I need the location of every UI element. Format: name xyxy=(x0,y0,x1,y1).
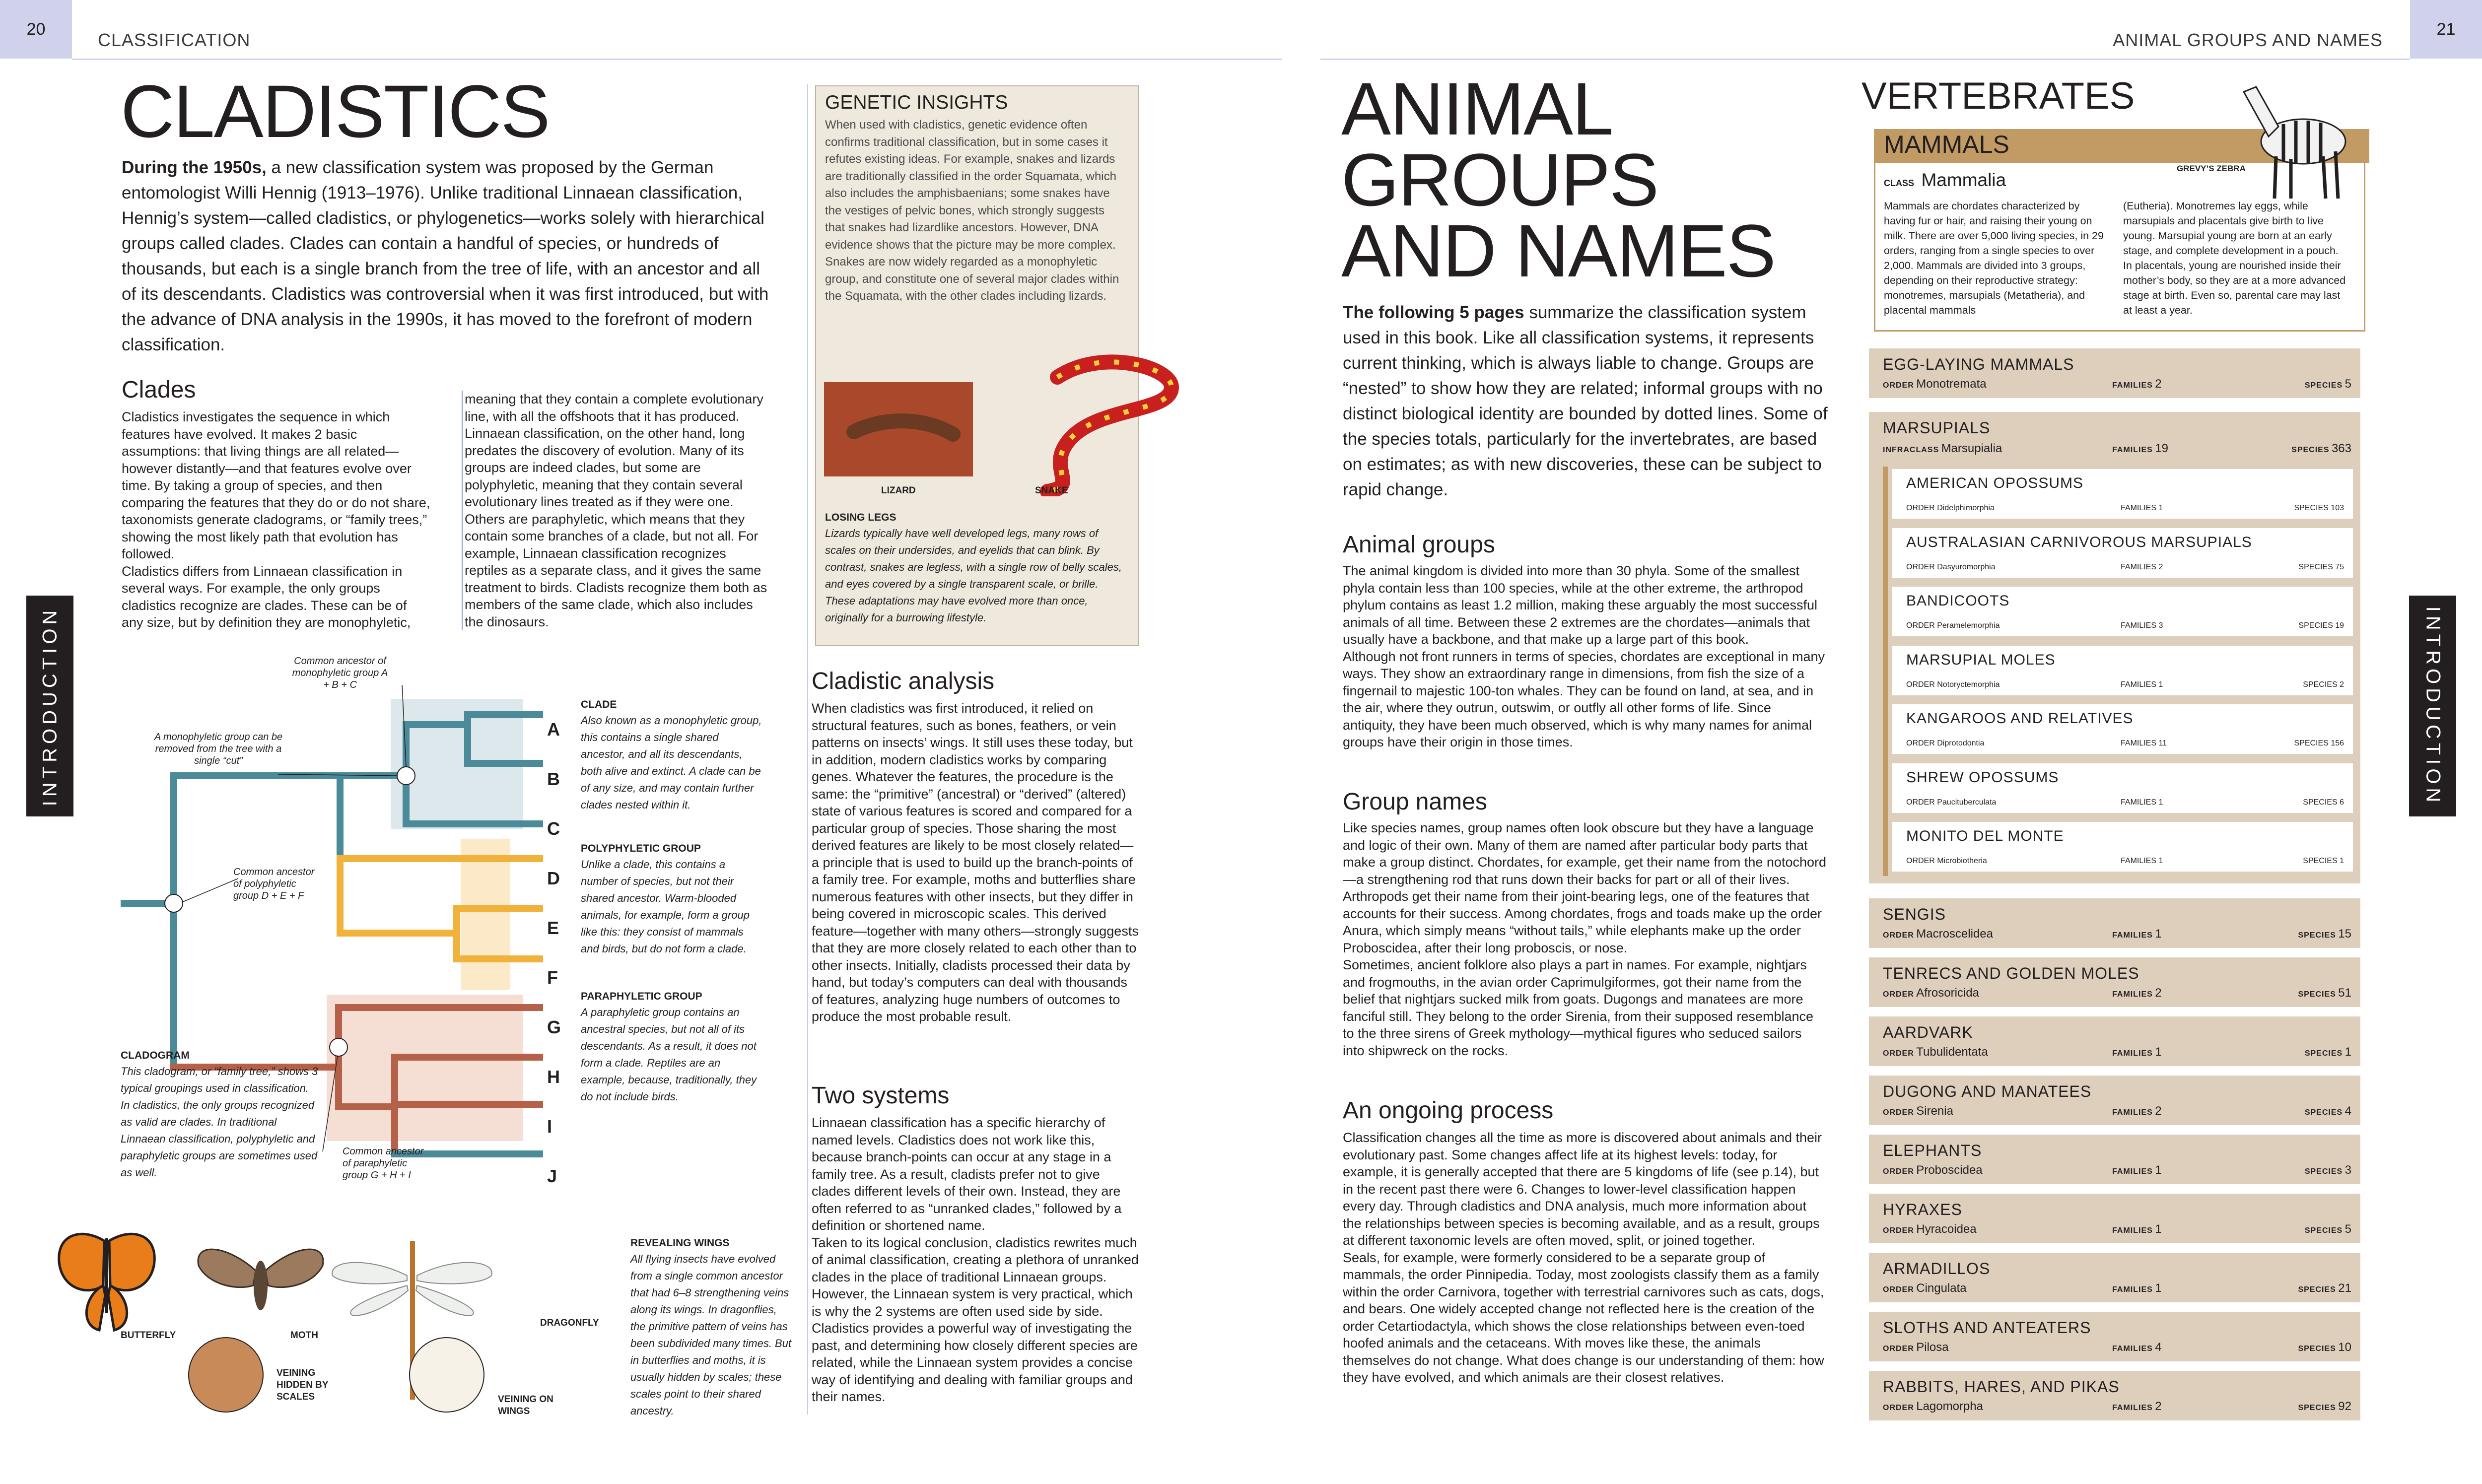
order-row-american-opossums xyxy=(1892,469,2353,519)
order-families: FAMILIES 2 xyxy=(2112,1104,2162,1118)
order-species: SPECIES 5 xyxy=(2304,1222,2351,1236)
leaf-e: E xyxy=(547,918,559,938)
order-species: SPECIES 51 xyxy=(2298,986,2351,1000)
order-families: FAMILIES 1 xyxy=(2112,1282,2162,1295)
butterfly-label: BUTTERFLY xyxy=(121,1330,176,1341)
header-rule-right xyxy=(1320,59,2410,60)
order-taxon: ORDER Hyracoidea xyxy=(1883,1222,1977,1236)
leaf-b: B xyxy=(547,769,560,789)
order-species: SPECIES 2 xyxy=(2303,680,2344,689)
order-taxon: ORDER Didelphimorphia xyxy=(1906,504,1995,512)
order-species: SPECIES 75 xyxy=(2298,562,2344,571)
leaf-h: H xyxy=(547,1067,560,1087)
veining-on-label: VEINING ON WINGS xyxy=(498,1394,553,1417)
order-taxon: ORDER Dasyuromorphia xyxy=(1906,562,1996,571)
order-row-sloths-and-anteaters xyxy=(1869,1312,2360,1361)
animal-groups-title: ANIMAL GROUPS AND NAMES xyxy=(1341,67,1775,292)
order-row-shrew-opossums xyxy=(1892,763,2353,813)
order-name: AUSTRALASIAN CARNIVOROUS MARSUPIALS xyxy=(1906,534,2252,550)
order-species: SPECIES 21 xyxy=(2298,1282,2351,1295)
cladistics-intro: During the 1950s, a new classification system was proposed by the German entomologist Willi Hennig (1913–1976). Unlike traditional Linnaean classification, Hennig’s system—called cladistics, or phylogenetics—works solely with hierarchical groups called clades. Clades can contain a handful of species, or hundreds of thousands, but each is a single branch from the tree of life, with an ancestor and all of its descendants. Cladistics was controversial when it was first introduced, but with the advance of DNA analysis in the 1990s, it has moved to the forefront of modern classification. xyxy=(122,158,769,354)
order-taxon: ORDER Lagomorpha xyxy=(1883,1400,1983,1413)
row-marsupials: MARSUPIALS INFRACLASS Marsupialia FAMILIES 19 SPECIES 363 xyxy=(1869,412,2360,883)
veins-closeup xyxy=(410,1338,484,1412)
page-number-right: 21 xyxy=(2410,0,2482,59)
order-families: FAMILIES 1 xyxy=(2121,798,2163,807)
order-name: AARDVARK xyxy=(1883,1023,1973,1041)
group-names-text: Like species names, group names often look obscure but they have a language and logic of their own. Many of them are named after particular body parts that make a group distinct. Chordates, for example, get their name from the notochord—a strengthening rod that runs down their backs for part or all of their lives. Arthropods get their name from their joint-bearing legs, one of the features that accounts for their success. Among chordates, frogs and toads make up the order Anura, which simply means “without tails,” while elephants make up the order Proboscidea, after their long proboscis, or nose. Sometimes, ancient folklore also plays a part in names. For example, nightjars and frogmouths, in the avian order Caprimulgiformes, got their name from the belief that nightjars sucked milk from goats. Dugongs and manatees are more fanciful still. They belong to the order Sirenia, from their supposed resemblance to the three sirens of Greek mythology—mythical figures who seduced sailors into shipwreck on the rocks. xyxy=(1343,820,1827,1058)
order-species: SPECIES 6 xyxy=(2303,798,2344,807)
order-row-marsupial-moles xyxy=(1892,646,2353,695)
order-name: DUGONG AND MANATEES xyxy=(1883,1082,2092,1100)
clades-text-col1: Cladistics investigates the sequence in which features have evolved. It makes 2 basic assumptions: that living things are all related—however distantly—and that features evolve over time. By taking a group of species, and then comparing the features that they do or do not share, taxonomists generate cladograms, or “family trees,” showing the most likely path that evolution has followed. Cladistics differs from Linnaean classification in several ways. For example, the only groups cladistics recognize are clades. These can be of any size, but by definition they are monophyletic, xyxy=(122,409,430,630)
genetic-insights-title: GENETIC INSIGHTS xyxy=(825,92,1008,113)
order-taxon: ORDER Sirenia xyxy=(1883,1104,1953,1118)
dragonfly-label: DRAGONFLY xyxy=(540,1318,599,1328)
zebra-label: GREVY’S ZEBRA xyxy=(2177,164,2246,173)
scales-closeup xyxy=(189,1338,263,1412)
order-taxon: ORDER Microbiotheria xyxy=(1906,857,1987,865)
cladogram-caption: CLADOGRAM This cladogram, or “family tree,” shows 3 typical groupings used in classification. In cladistics, the only groups recognized as valid are clades. In traditional Linnaean classification, polyphyletic and paraphyletic groups are sometimes used as well. xyxy=(121,1050,318,1179)
cladistics-title: CLADISTICS xyxy=(121,69,550,153)
animal-groups-heading: Animal groups xyxy=(1343,532,1495,558)
order-row-elephants xyxy=(1869,1135,2360,1184)
cladistic-analysis-text: When cladistics was first introduced, it relied on structural features, such as bones, feathers, or vein patterns on insects’ wings. It still uses these today, but in addition, modern cladistics works by comparing genes. Whatever the features, the procedure is the same: the “primitive” (ancestral) or “derived” (altered) state of various features is scored and compared for a particular group of species. Those sharing the most derived features are likely to be most closely related—a principle that is used to build up the branch-points of a family tree. For example, moths and butterflies share numerous features with other insects, but they differ in being covered in microscopic scales. This derived feature—together with many others—strongly suggests that they are more closely related to each other than to other insects. Initially, cladists processed their data by hand, but today’s computers can deal with thousands of features, analyzing huge numbers of outcomes to produce the most probable result. xyxy=(812,701,1139,1024)
running-head-right: ANIMAL GROUPS AND NAMES xyxy=(2113,30,2383,50)
order-families: FAMILIES 1 xyxy=(2112,1222,2162,1236)
order-row-rabbits-hares-and-pikas xyxy=(1869,1371,2360,1420)
order-taxon: ORDER Tubulidentata xyxy=(1883,1045,1988,1059)
order-taxon: ORDER Cingulata xyxy=(1883,1282,1967,1295)
order-species: SPECIES 10 xyxy=(2298,1341,2351,1354)
section-tab-left: INTRODUCTION xyxy=(26,596,73,816)
animal-groups-intro: The following 5 pages summarize the classification system used in this book. Like all classification systems, it represents current thinking, which is always liable to change. Groups are “nested” to show how they are related; informal groups with no distinct biological identity are bounded by dotted lines. Some of the species totals, particularly for the invertebrates, are based on estimates; as with new discoveries, these can be subject to rapid change. xyxy=(1343,303,1828,499)
leaf-j: J xyxy=(547,1166,557,1186)
section-tab-right: INTRODUCTION xyxy=(2409,596,2456,816)
ongoing-process-heading: An ongoing process xyxy=(1343,1097,1554,1124)
ancestor-node-ghi xyxy=(330,1038,347,1056)
order-taxon: ORDER Paucituberculata xyxy=(1906,798,1997,807)
order-name: BANDICOOTS xyxy=(1906,593,2010,609)
order-species: SPECIES 3 xyxy=(2304,1163,2351,1177)
ancestor-node-abc xyxy=(397,767,415,785)
leader-poly xyxy=(182,878,238,902)
moth-label: MOTH xyxy=(290,1330,318,1341)
order-families: FAMILIES 1 xyxy=(2112,1163,2162,1177)
order-species: SPECIES 19 xyxy=(2298,621,2344,630)
order-name: MARSUPIAL MOLES xyxy=(1906,651,2056,668)
order-name: MONITO DEL MONTE xyxy=(1906,828,2064,844)
animal-groups-text: The animal kingdom is divided into more than 30 phyla. Some of the smallest phyla contain less than 100 species, while at the other extreme, the arthropod phylum contains as least 1.2 million, making these arguably the most successful animals of all time. Between these 2 extremes are the chordates—animals that usually have a backbone, and that make up a large part of this book. Although not front runners in terms of species, chordates are exceptional in many ways. They show an extraordinary range in dimensions, from fish the size of a fingernail to majestic 100-ton whales. They can be found on land, at sea, and in the air, where they outrun, outswim, or outfly all other forms of life. Since antiquity, they have been much observed, which is why many names for animal groups have their origin in those times. xyxy=(1343,563,1825,749)
zebra-illustration xyxy=(2229,77,2368,201)
order-taxon: ORDER Peramelemorphia xyxy=(1906,621,2000,630)
order-row-dugong-and-manatees xyxy=(1869,1076,2360,1125)
order-taxon: ORDER Pilosa xyxy=(1883,1341,1949,1354)
order-name: ELEPHANTS xyxy=(1883,1142,1982,1159)
order-taxon: ORDER Afrosoricida xyxy=(1883,986,1979,1000)
class-line: CLASS Mammalia xyxy=(1884,170,2006,190)
order-row-armadillos xyxy=(1869,1253,2360,1302)
snake-label: SNAKE xyxy=(1035,485,1068,496)
order-families: FAMILIES 1 xyxy=(2121,504,2163,512)
order-species: SPECIES 4 xyxy=(2304,1104,2351,1118)
order-families: FAMILIES 1 xyxy=(2112,1045,2162,1059)
leaf-d: D xyxy=(547,868,560,888)
order-species: SPECIES 1 xyxy=(2303,857,2344,865)
clade-caption: CLADE Also known as a monophyletic group, this contains a single shared ancestor, and all its descendants, both alive and extinct. A clade can be of any size, and may contain further clades nested within it. xyxy=(581,699,762,811)
order-families: FAMILIES 3 xyxy=(2121,621,2163,630)
order-row-sengis xyxy=(1869,898,2360,948)
order-families: FAMILIES 1 xyxy=(2112,927,2162,941)
leaf-c: C xyxy=(547,818,560,839)
order-families: FAMILIES 11 xyxy=(2121,739,2167,747)
paraphyletic-caption: PARAPHYLETIC GROUP A paraphyletic group contains an ancestral species, but not all of its descendants. As a result, it does not form a clade. Reptiles are an example, because, traditionally, they do not include birds. xyxy=(581,991,757,1103)
ongoing-process-text: Classification changes all the time as more is discovered about animals and their evolutionary past. Some changes affect life at its highest levels: today, for example, it is generally accepted that there are 5 kingdoms of life (see p.14), but in the recent past there were 6. Changes to lower-level classification happen every day. Through cladistics and DNA analysis, much more information about the relationships between species is becoming available, and as a result, groups at different taxonomic levels are often moved, split, or joined together. Seals, for example, were formerly considered to be a separate group of mammals, the order Pinnipedia. Today, most zoologists classify them as a family within the order Carnivora, together with terrestrial carnivores such as cats, dogs, and bears. One widely accepted change not reflected here is the creation of the order Cetartiodactyla, which shows the close relationships between even-toed hoofed animals and the cetaceans. With moves like these, the animals themselves do not change. What does change is our understanding of them: how they have evolved, and which animals are their closest relatives. xyxy=(1343,1130,1824,1385)
clades-heading: Clades xyxy=(122,377,196,403)
order-taxon: ORDER Diprotodontia xyxy=(1906,739,1985,747)
order-species: SPECIES 156 xyxy=(2294,739,2344,747)
ancestor-node-root xyxy=(165,894,183,912)
order-row-bandicoots xyxy=(1892,587,2353,636)
leaf-i: I xyxy=(547,1116,552,1137)
order-species: SPECIES 1 xyxy=(2304,1045,2351,1059)
header-rule-left xyxy=(72,59,1282,60)
genetic-insights-text: When used with cladistics, genetic evidence often confirms traditional classification, but in some cases it refutes existing ideas. For example, snakes and lizards are traditionally classified in the order Squamata, which also includes the amphisbaenians; some snakes have the vestiges of pelvic bones, which strongly suggests that snakes had lizardlike ancestors. However, DNA evidence shows that the picture may be more complex. Snakes are now widely regarded as a monophyletic group, and constitute one of several major clades within the Squamata, with the other clades including lizards. xyxy=(825,118,1119,303)
marsupial-bracket xyxy=(1883,467,1888,876)
note-para-ancestor: Common ancestor of paraphyletic group G + H + I xyxy=(343,1146,424,1181)
two-systems-heading: Two systems xyxy=(812,1082,950,1109)
order-row-tenrecs-and-golden-moles xyxy=(1869,957,2360,1007)
note-cut: A monophyletic group can be removed from the tree with a single “cut” xyxy=(154,732,283,766)
two-systems-text: Linnaean classification has a specific hierarchy of named levels. Cladistics does not work like this, because branch-points can occur at any stage in a family tree. As a result, cladists prefer not to give clades different levels of their own. Instead, they are often referred to as “unranked clades,” followed by a definition or shortened name. Taken to its logical conclusion, cladistics rewrites much of animal classification, creating a plethora of unranked clades in the place of traditional Linnaean groups. However, the Linnaean system is very practical, which is why the 2 systems are often used side by side. Cladistics provides a powerful way of investigating the past, and determining how closely different species are related, while the Linnaean system provides a concise way of identifying and dealing with familiar groups and their names. xyxy=(812,1115,1139,1404)
order-name: SENGIS xyxy=(1883,905,1946,923)
leaf-a: A xyxy=(547,719,560,740)
order-row-hyraxes xyxy=(1869,1194,2360,1243)
order-name: SLOTHS AND ANTEATERS xyxy=(1883,1319,2091,1337)
clades-text-col2: meaning that they contain a complete evolutionary line, with all the offshoots that it has produced. Linnaean classification, on the other hand, long predates the discovery of evolution. Many of its groups are indeed clades, but some are polyphyletic, meaning that they contain several evolutionary lines treated as if they were one. Others are paraphyletic, which means that they contain some branches of a clade, but not all. For example, Linnaean classification recognizes reptiles as a separate class, and it gives the same treatment to birds. Cladists recognize them both as members of the same clade, which also includes the dinosaurs. xyxy=(462,391,772,630)
group-names-heading: Group names xyxy=(1343,789,1487,815)
order-row-australasian-carnivorous-marsupials xyxy=(1892,528,2353,578)
order-name: RABBITS, HARES, AND PIKAS xyxy=(1883,1378,2120,1396)
snake-shape xyxy=(1047,362,1172,491)
page-number-left: 20 xyxy=(0,0,72,59)
order-name: HYRAXES xyxy=(1883,1201,1962,1218)
mammals-text-col2: (Eutheria). Monotremes lay eggs, while marsupials and placentals give birth to live young. Marsupial young are born at an early stage, and complete development in a pouch. In placentals, young are nourished inside their mother’s body, so they are at a more advanced stage at birth. Even so, parental care may last at least a year. xyxy=(2123,200,2346,316)
order-row-kangaroos-and-relatives xyxy=(1892,704,2353,754)
revealing-wings-caption: REVEALING WINGS All flying insects have evolved from a single common ancestor that had 6–8 strengthening veins along its wings. In dragonflies, the primitive pattern of veins has been subdivided many times. But in butterflies and moths, it is usually hidden by scales; these scales point to their shared ancestry. xyxy=(630,1237,792,1417)
vertebrates-title: VERTEBRATES xyxy=(1862,75,2135,117)
order-name: AMERICAN OPOSSUMS xyxy=(1906,475,2084,491)
order-species: SPECIES 92 xyxy=(2298,1400,2351,1413)
order-species: SPECIES 15 xyxy=(2298,927,2351,941)
order-row-aardvark xyxy=(1869,1016,2360,1066)
order-row-monito-del-monte xyxy=(1892,822,2353,872)
row-egg-laying-mammals: EGG-LAYING MAMMALS ORDER Monotremata FAMILIES 2 SPECIES 5 xyxy=(1869,348,2360,398)
order-families: FAMILIES 4 xyxy=(2112,1341,2162,1354)
order-taxon: ORDER Notoryctemorphia xyxy=(1906,680,2000,689)
veining-hidden-label: VEINING HIDDEN BY SCALES xyxy=(276,1368,329,1402)
order-name: ARMADILLOS xyxy=(1883,1260,1991,1278)
order-families: FAMILIES 2 xyxy=(2121,562,2163,571)
lizard-snake-illustration xyxy=(824,347,1181,496)
order-families: FAMILIES 2 xyxy=(2112,986,2162,1000)
order-name: KANGAROOS AND RELATIVES xyxy=(1906,710,2134,727)
butterfly-illustration xyxy=(59,1234,155,1330)
order-families: FAMILIES 1 xyxy=(2121,857,2163,865)
order-families: FAMILIES 2 xyxy=(2112,1400,2162,1413)
running-head-left: CLASSIFICATION xyxy=(98,30,251,50)
note-poly-ancestor: Common ancestor of polyphyletic group D + E + F xyxy=(233,867,315,901)
moth-illustration xyxy=(198,1249,323,1310)
cladistic-analysis-heading: Cladistic analysis xyxy=(812,668,995,694)
cladogram-leaf-labels xyxy=(547,705,561,1201)
polyphyletic-caption: POLYPHYLETIC GROUP Unlike a clade, this contains a number of species, but not their shared ancestor. Warm-blooded animals, for example, form a group like this: they consist of mammals and birds, but do not form a clade. xyxy=(581,843,750,955)
order-species: SPECIES 103 xyxy=(2294,504,2344,512)
order-name: SHREW OPOSSUMS xyxy=(1906,769,2059,786)
note-mono-ancestor: Common ancestor of monophyletic group A + B + C xyxy=(292,656,388,690)
paraphyletic-highlight xyxy=(327,995,523,1141)
leaf-f: F xyxy=(547,967,558,988)
losing-legs-caption: LOSING LEGS Lizards typically have well developed legs, many rows of scales on their undersides, and eyelids that can blink. By contrast, snakes are legless, with a single row of belly scales, and eyes covered by a single transparent scale, or brille. These adaptations may have evolved more than once, originally for a burrowing lifestyle. xyxy=(825,512,1122,624)
order-taxon: ORDER Macroscelidea xyxy=(1883,927,1993,941)
lizard-label: LIZARD xyxy=(881,485,916,496)
order-taxon: ORDER Proboscidea xyxy=(1883,1163,1983,1177)
leaf-g: G xyxy=(547,1017,561,1037)
order-families: FAMILIES 1 xyxy=(2121,680,2163,689)
mammals-heading: MAMMALS xyxy=(1884,131,2009,158)
mammals-text-col1: Mammals are chordates characterized by having fur or hair, and raising their young on milk. There are over 5,000 living species, in 29 orders, ranging from a single species to over 2,000. Mammals are divided into 3 groups, depending on their reproductive strategy: monotremes, marsupials (Metatheria), and placental mammals xyxy=(1884,200,2104,316)
order-name: TENRECS AND GOLDEN MOLES xyxy=(1883,964,2139,982)
